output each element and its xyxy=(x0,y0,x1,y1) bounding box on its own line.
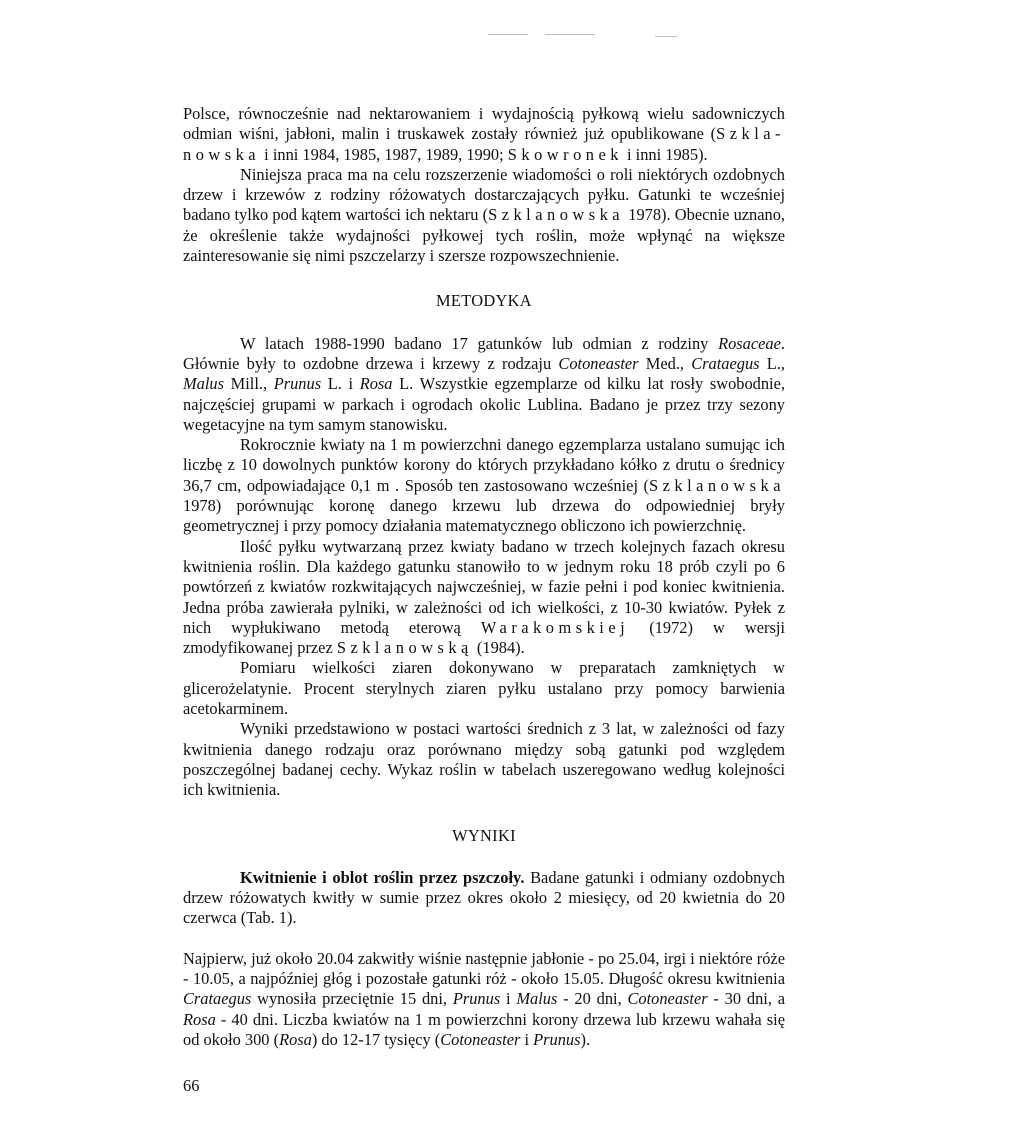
scan-artifact xyxy=(655,36,677,37)
taxon-name: Rosa xyxy=(183,1009,216,1029)
page-number: 66 xyxy=(183,1076,200,1095)
taxon-name: Prunus xyxy=(533,1029,581,1049)
author-name: Szklanowska xyxy=(649,475,785,495)
section-heading-wyniki: WYNIKI xyxy=(452,825,516,845)
text: Polsce, równocześnie nad nektarowaniem i wydajnością pyłkową wielu sadowniczych odmian wiśni, jabłoni, malin i truskawek zostały również już opublikowane ( xyxy=(183,104,785,144)
paragraph-flowering-order xyxy=(183,949,785,1050)
text: - 40 dni. Liczba kwiatów na 1 m powierzchni korony drzewa lub krzewu wahała się od około 300 ( xyxy=(183,1009,785,1049)
text: Rokrocznie kwiaty na 1 m powierzchni danego egzemplarza ustalano sumując ich liczbę z 10 dowolnych punktów korony do których przykładano kółko z drutu o średnicy 36,7 cm, odpowiadające 0,1 m . Sposób ten zastosowano wcześniej ( xyxy=(183,435,785,495)
author-name: Skowronek xyxy=(507,144,623,164)
text: Niniejsza praca ma na celu rozszerzenie wiadomości o roli niektórych ozdobnych drzew i krzewów z rodziny różowatych dostarczających pyłku. Gatunki te wcześniej badano tylko pod kątem wartości ich nektaru ( xyxy=(183,164,785,225)
paragraph-intro xyxy=(183,104,785,165)
taxon-name: Rosaceae xyxy=(718,333,781,353)
taxon-name: Malus xyxy=(183,374,224,394)
paragraph-material xyxy=(183,334,785,435)
text: L. i xyxy=(321,374,360,394)
taxon-name: Malus xyxy=(516,989,558,1009)
text: i inni 1984, 1985, 1987, 1989, 1990; xyxy=(260,144,508,164)
text: Med., xyxy=(638,353,692,373)
text: i xyxy=(520,1029,534,1049)
text: W latach 1988-1990 badano 17 gatunków lub odmian z rodziny xyxy=(240,333,719,353)
taxon-name: Prunus xyxy=(273,374,322,394)
paragraph-flowering xyxy=(183,868,785,929)
text: L., xyxy=(759,353,785,373)
author-name: Szklanowską xyxy=(336,638,473,658)
page-body xyxy=(183,104,785,1050)
text: 1978). Obecnie uznano, że określenie także wydajności pyłkowej tych roślin, może wpłynąć na większe zainteresowanie się nimi pszczelarzy i szersze rozpowszechnienie. xyxy=(183,205,786,266)
paragraph-aim xyxy=(183,165,785,266)
text: Badane gatunki i odmiany ozdobnych drzew różowatych kwitły w sumie przez okres około 2 miesięcy, od 20 kwietnia do 20 czerwca (Tab. 1). xyxy=(183,867,785,928)
text: Ilość pyłku wytwarzaną przez kwiaty badano w trzech kolejnych fazach okresu kwitnienia roślin. Dla każdego gatunku stanowiło to w jednym roku 18 prób czyli po 6 powtórzeń z kwiatów rozkwitających najwcześniej, w fazie pełni i pod koniec kwitnienia. Jedna próba zawierała pylniki, w zależności od ich wielkości, z 10-30 kwiatów. Pyłek z nich wypłukiwano metodą eterową xyxy=(183,536,785,637)
text: - 30 dni, a xyxy=(707,989,785,1009)
taxon-name: Cotoneaster xyxy=(558,353,639,373)
text: ) do 12-17 tysięcy ( xyxy=(311,1029,441,1049)
subsection-title: Kwitnienie i oblot roślin przez pszczoły. xyxy=(240,867,525,887)
text: L. Wszystkie egzemplarze od kilku lat rosły swobodnie, najczęściej grupami w parkach i ogrodach okolic Lublina. Badano je przez trzy sezony wegetacyjne na tym samym stanowisku. xyxy=(183,374,785,434)
taxon-name: Cotoneaster xyxy=(440,1029,521,1049)
text: Mill., xyxy=(223,374,274,394)
text: wynosiła przeciętnie 15 dni, xyxy=(251,989,453,1009)
text: ). xyxy=(580,1029,591,1049)
text: i xyxy=(500,989,517,1009)
paragraph-gap xyxy=(183,929,785,949)
paragraph-flower-count xyxy=(183,435,785,536)
text: Najpierw, już około 20.04 zakwitły wiśnie następnie jabłonie - po 25.04, irgi i niektóre róże - 10.05, a najpóźniej głóg i pozostałe gatunki róż - około 15.05. Długość okresu kwitnienia xyxy=(183,948,785,988)
taxon-name: Crataegus xyxy=(691,353,760,373)
text: 1978) porównując koronę danego krzewu lub drzewa do odpowiedniej bryły geometrycznej i przy pomocy działania matematycznego obliczono ich powierzchnię. xyxy=(183,496,785,536)
taxon-name: Prunus xyxy=(452,989,501,1009)
paragraph-results-method: Wyniki przedstawiono w postaci wartości średnich z 3 lat, w zależności od fazy kwitnienia danego rodzaju oraz porównano między sobą gatunki pod względem poszczególnej badanej cechy. Wykaz roślin w tabelach uszeregowano według kolejności ich kwitnienia. xyxy=(183,719,785,800)
text: (1972) w wersji zmodyfikowanej przez xyxy=(183,617,785,658)
text: . Głównie były to ozdobne drzewa i krzewy z rodzaju xyxy=(183,333,785,373)
text: i inni 1985). xyxy=(622,144,708,164)
section-heading-metodyka: METODYKA xyxy=(436,291,532,311)
taxon-name: Rosa xyxy=(359,374,393,394)
text: - 20 dni, xyxy=(557,989,628,1009)
scan-artifact xyxy=(488,34,528,35)
text: (1984). xyxy=(472,638,525,658)
taxon-name: Cotoneaster xyxy=(627,989,708,1009)
paragraph-pollen-amount xyxy=(183,537,785,659)
taxon-name: Crataegus xyxy=(183,989,252,1009)
paragraph-grain-size: Pomiaru wielkości ziaren dokonywano w preparatach zamkniętych w glicerożelatynie. Procent sterylnych ziaren pyłku ustalano przy pomocy barwienia acetokarminem. xyxy=(183,658,785,719)
scan-artifact xyxy=(545,34,595,35)
author-name: Szklanowska xyxy=(488,205,625,225)
author-name: Szkla-nowska xyxy=(183,124,785,164)
author-name: Warakomskiej xyxy=(480,617,630,637)
taxon-name: Rosa xyxy=(279,1029,312,1049)
